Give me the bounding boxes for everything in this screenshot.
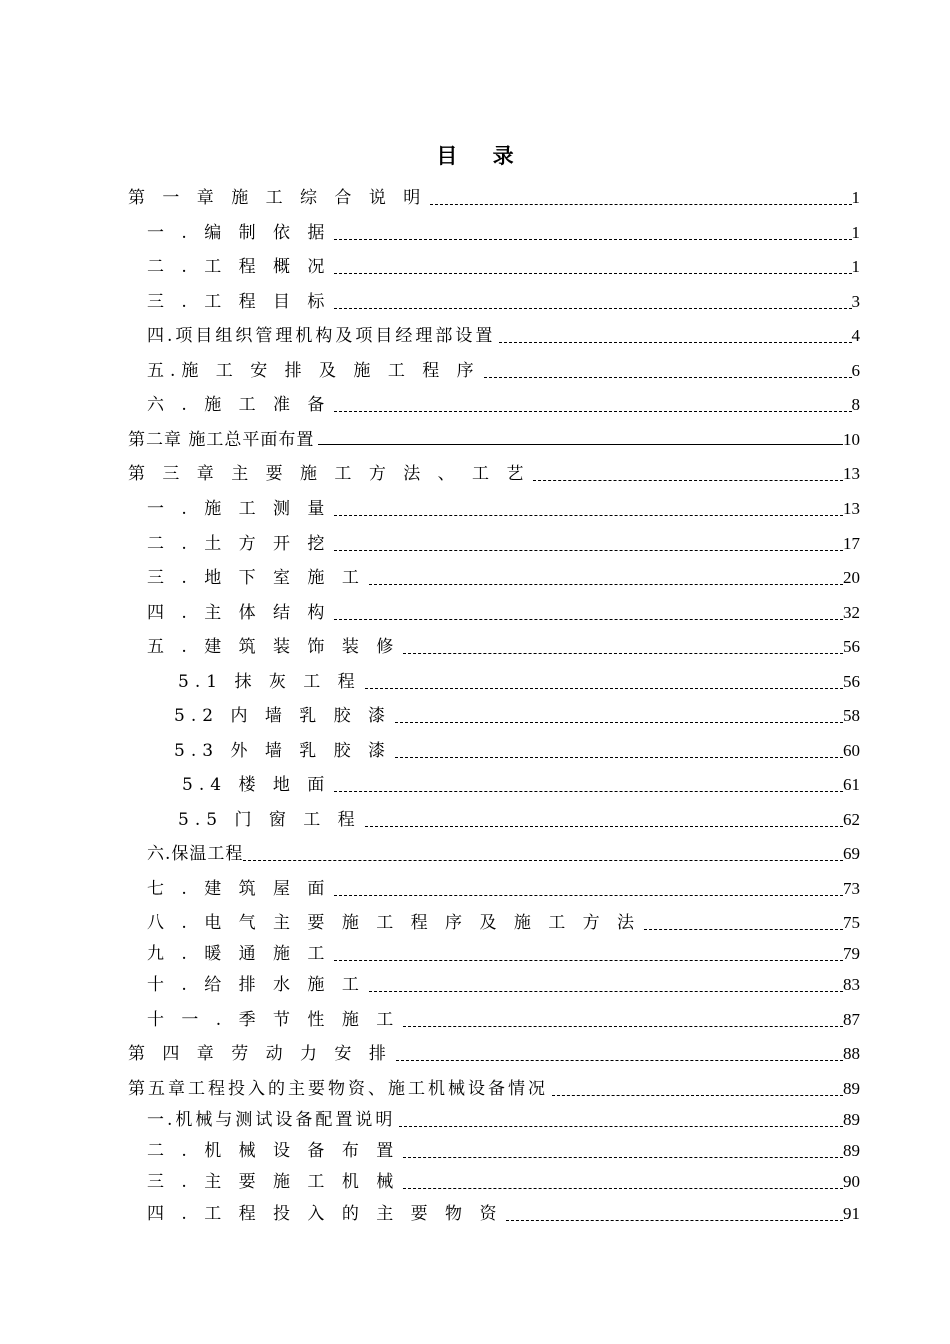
toc-entry-label: 八 . 电 气 主 要 施 工 程 序 及 施 工 方 法 — [147, 913, 641, 933]
toc-entry-label: 5.1 抹 灰 工 程 — [178, 672, 361, 692]
toc-leader — [399, 1114, 843, 1127]
toc-leader — [644, 917, 843, 930]
toc-entry[interactable] — [178, 808, 860, 832]
toc-entry[interactable] — [147, 1008, 860, 1032]
toc-entry-page: 88 — [843, 1044, 860, 1063]
toc-leader — [334, 607, 843, 620]
toc-entry[interactable] — [128, 462, 860, 486]
toc-entry-label: 第二章 施工总平面布置 — [128, 430, 315, 450]
toc-entry[interactable] — [147, 601, 860, 625]
toc-entry-page: 13 — [843, 464, 860, 483]
toc-leader — [484, 365, 852, 378]
toc-entry-label: 十 一 . 季 节 性 施 工 — [147, 1010, 400, 1030]
toc-entry[interactable] — [147, 942, 860, 966]
toc-entry[interactable] — [147, 359, 860, 383]
toc-entry-page: 89 — [843, 1110, 860, 1129]
toc-entry-label: 四 . 工 程 投 入 的 主 要 物 资 — [147, 1204, 503, 1224]
toc-leader — [334, 503, 843, 516]
toc-entry[interactable] — [128, 186, 860, 210]
toc-entry-page: 87 — [843, 1010, 860, 1029]
toc-leader — [506, 1208, 843, 1221]
toc-leader — [365, 676, 843, 689]
toc-entry-label: 六.保温工程 — [147, 844, 244, 864]
toc-entry-page: 61 — [843, 775, 860, 794]
toc-entry[interactable] — [128, 1077, 860, 1101]
toc-entry[interactable] — [147, 566, 860, 590]
toc-entry[interactable] — [147, 497, 860, 521]
toc-entry-page: 58 — [843, 706, 860, 725]
toc-leader — [334, 261, 851, 274]
toc-entry[interactable] — [147, 973, 860, 997]
toc-leader — [403, 1176, 843, 1189]
toc-leader — [533, 468, 843, 481]
toc-leader — [396, 1048, 843, 1061]
toc-entry-label: 一 . 编 制 依 据 — [147, 223, 331, 243]
toc-entry-label: 第 四 章 劳 动 力 安 排 — [128, 1044, 392, 1064]
toc-entry[interactable] — [147, 842, 860, 866]
toc-entry[interactable] — [174, 704, 860, 728]
toc-entry-page: 32 — [843, 603, 860, 622]
toc-entry-page: 1 — [851, 223, 860, 242]
toc-leader — [395, 745, 843, 758]
toc-entry-label: 二 . 机 械 设 备 布 置 — [147, 1141, 400, 1161]
toc-entry-label: 四.项目组织管理机构及项目经理部设置 — [147, 326, 496, 346]
toc-entry[interactable] — [147, 324, 860, 348]
toc-leader — [499, 330, 851, 343]
toc-leader — [318, 432, 843, 445]
toc-entry-label: 四 . 主 体 结 构 — [147, 603, 331, 623]
toc-entry-label: 第五章工程投入的主要物资、施工机械设备情况 — [128, 1079, 548, 1099]
toc-entry-page: 3 — [851, 292, 860, 311]
toc-entry-page: 10 — [843, 430, 860, 449]
toc-entry-page: 20 — [843, 568, 860, 587]
toc-entry-page: 90 — [843, 1172, 860, 1191]
toc-entry-page: 56 — [843, 637, 860, 656]
toc-leader — [403, 1145, 843, 1158]
toc-entry-label: 五.施 工 安 排 及 施 工 程 序 — [147, 361, 480, 381]
toc-entry[interactable] — [174, 739, 860, 763]
toc-leader — [334, 538, 843, 551]
toc-entry[interactable] — [178, 670, 860, 694]
toc-entry-label: 一 . 施 工 测 量 — [147, 499, 331, 519]
toc-entry-page: 69 — [843, 844, 860, 863]
toc-entry-page: 73 — [843, 879, 860, 898]
toc-entry-page: 75 — [843, 913, 860, 932]
toc-entry[interactable] — [147, 1170, 860, 1194]
toc-entry-page: 60 — [843, 741, 860, 760]
toc-leader — [403, 641, 843, 654]
toc-entry[interactable] — [128, 1042, 860, 1066]
toc-leader — [334, 399, 851, 412]
toc-entry[interactable] — [182, 773, 860, 797]
toc-entry[interactable] — [147, 1108, 860, 1132]
toc-leader — [334, 883, 843, 896]
toc-entry[interactable] — [147, 393, 860, 417]
toc-entry-page: 56 — [843, 672, 860, 691]
toc-entry-label: 九 . 暖 通 施 工 — [147, 944, 331, 964]
page-title: 目 录 — [436, 143, 528, 168]
toc-entry[interactable] — [147, 532, 860, 556]
toc-entry-label: 一.机械与测试设备配置说明 — [147, 1110, 396, 1130]
toc-entry-page: 13 — [843, 499, 860, 518]
toc-leader — [552, 1083, 843, 1096]
toc-entry[interactable] — [147, 635, 860, 659]
toc-leader — [334, 779, 843, 792]
toc-entry-label: 五 . 建 筑 装 饰 装 修 — [147, 637, 400, 657]
toc-leader — [365, 814, 843, 827]
toc-leader — [430, 192, 851, 205]
toc-entry-page: 83 — [843, 975, 860, 994]
toc-entry-label: 二 . 土 方 开 挖 — [147, 534, 331, 554]
toc-entry[interactable] — [147, 1139, 860, 1163]
toc-entry-label: 三 . 地 下 室 施 工 — [147, 568, 365, 588]
toc-entry-page: 4 — [851, 326, 860, 345]
toc-entry-page: 79 — [843, 944, 860, 963]
toc-entry[interactable] — [147, 255, 860, 279]
toc-entry[interactable] — [147, 911, 860, 935]
toc-entry-page: 1 — [851, 188, 860, 207]
toc-entry-label: 二 . 工 程 概 况 — [147, 257, 331, 277]
toc-leader — [243, 848, 843, 861]
toc-leader — [334, 227, 851, 240]
toc-entry-label: 十 . 给 排 水 施 工 — [147, 975, 365, 995]
toc-entry-page: 62 — [843, 810, 860, 829]
toc-entry-label: 第 一 章 施 工 综 合 说 明 — [128, 188, 427, 208]
toc-entry-label: 第 三 章 主 要 施 工 方 法 、 工 艺 — [128, 464, 530, 484]
toc-entry[interactable] — [147, 290, 860, 314]
toc-entry-label: 三 . 主 要 施 工 机 械 — [147, 1172, 400, 1192]
toc-leader — [334, 948, 843, 961]
toc-entry-page: 89 — [843, 1141, 860, 1160]
toc-entry-page: 91 — [843, 1204, 860, 1223]
toc-entry-label: 5.3 外 墙 乳 胶 漆 — [174, 741, 392, 761]
toc-leader — [369, 572, 843, 585]
toc-entry-label: 三 . 工 程 目 标 — [147, 292, 331, 312]
toc-leader — [334, 296, 851, 309]
toc-entry-label: 5.5 门 窗 工 程 — [178, 810, 361, 830]
toc-entry-page: 8 — [851, 395, 860, 414]
toc-entry-label: 六 . 施 工 准 备 — [147, 395, 331, 415]
toc-leader — [369, 979, 843, 992]
toc-entry[interactable] — [147, 1202, 860, 1226]
toc-entry-label: 5.2 内 墙 乳 胶 漆 — [174, 706, 392, 726]
toc-entry[interactable] — [128, 428, 860, 452]
toc-entry-label: 七 . 建 筑 屋 面 — [147, 879, 331, 899]
toc-entry-page: 6 — [851, 361, 860, 380]
toc-entry-page: 17 — [843, 534, 860, 553]
toc-entry[interactable] — [147, 221, 860, 245]
toc-entry-label: 5.4 楼 地 面 — [182, 775, 331, 795]
toc-entry-page: 1 — [851, 257, 860, 276]
toc-entry-page: 89 — [843, 1079, 860, 1098]
toc-leader — [403, 1014, 843, 1027]
toc-entry[interactable] — [147, 877, 860, 901]
toc-leader — [395, 710, 843, 723]
